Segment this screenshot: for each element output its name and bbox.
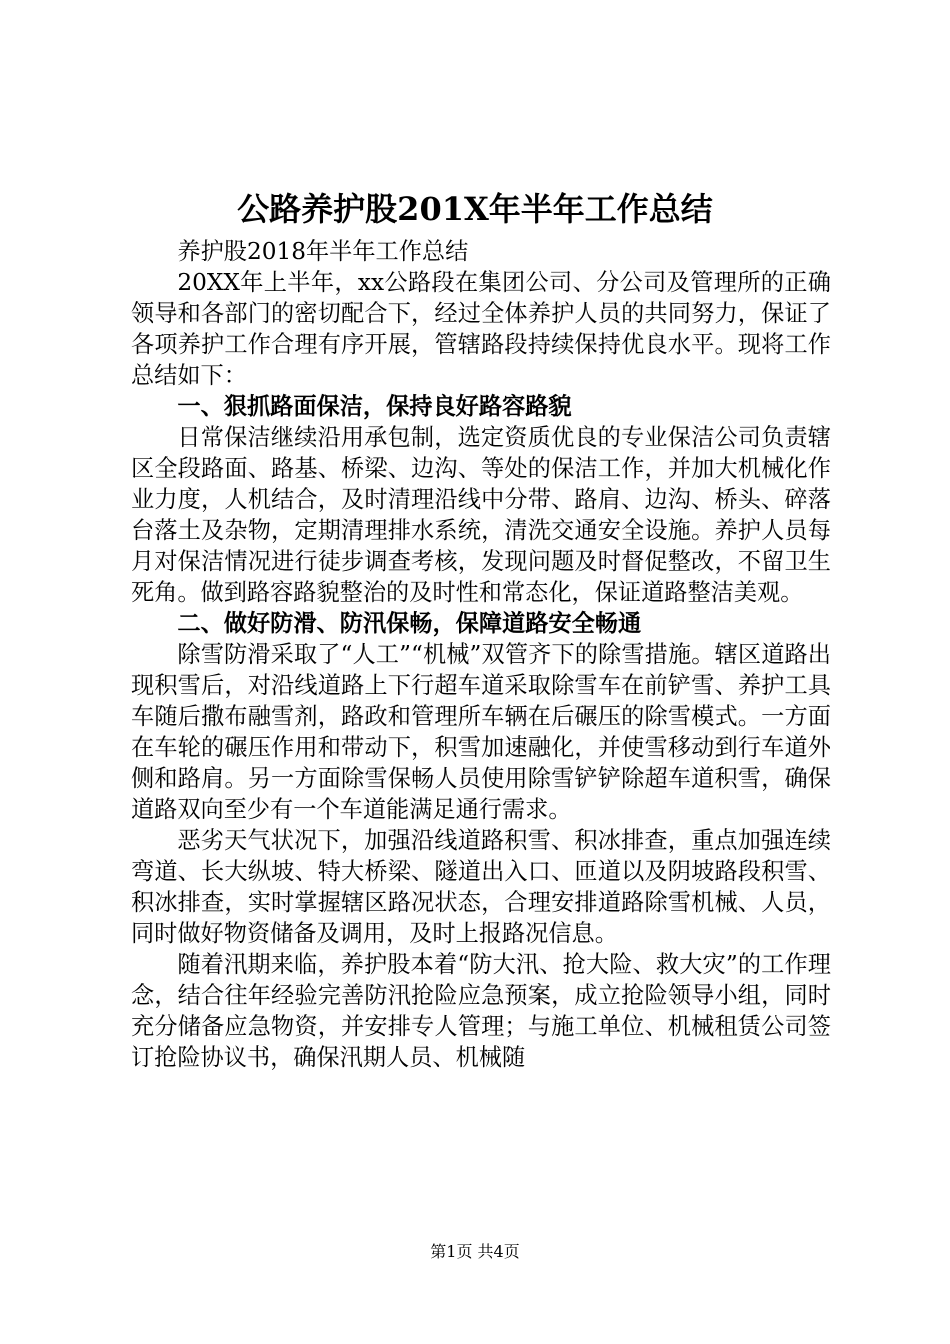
body-paragraph: 除雪防滑采取了“人工”“机械”双管齐下的除雪措施。辖区道路出现积雪后，对沿线道路上下行超车道采取除雪车在前铲雪、养护工具车随后撒布融雪剂，路政和管理所车辆在后碾压的除雪模式。一方面在车轮的碾压作用和带动下，积雪加速融化，并使雪移动到行车道外侧和路肩。另一方面除雪保畅人员使用除雪铲铲除超车道积雪，确保道路双向至少有一个车道能满足通行需求。 [131, 641, 831, 823]
document-body [131, 236, 831, 1073]
page-footer [0, 1240, 950, 1264]
page-title: 公路养护股201X年半年工作总结 [237, 190, 713, 228]
body-paragraph: 恶劣天气状况下，加强沿线道路积雪、积冰排查，重点加强连续弯道、长大纵坡、特大桥梁、隧道出入口、匝道以及阴坡路段积雪、积冰排查，实时掌握辖区路况状态，合理安排道路除雪机械、人员，同时做好物资储备及调用，及时上报路况信息。 [131, 827, 831, 947]
section-heading: 一、狠抓路面保洁，保持良好路容路貌 [177, 393, 572, 420]
body-paragraph: 随着汛期来临，养护股本着“防大汛、抢大险、救大灾”的工作理念，结合往年经验完善防汛抢险应急预案，成立抢险领导小组，同时充分储备应急物资，并安排专人管理；与施工单位、机械租赁公司签订抢险协议书，确保汛期人员、机械随 [131, 951, 831, 1071]
body-paragraph: 养护股2018年半年工作总结 [177, 238, 469, 265]
body-paragraph: 日常保洁继续沿用承包制，选定资质优良的专业保洁公司负责辖区全段路面、路基、桥梁、边沟、等处的保洁工作，并加大机械化作业力度，人机结合，及时清理沿线中分带、路肩、边沟、桥头、碎落台落土及杂物，定期清理排水系统，清洗交通安全设施。养护人员每月对保洁情况进行徒步调查考核，发现问题及时督促整改，不留卫生死角。做到路容路貌整治的及时性和常态化，保证道路整洁美观。 [131, 424, 831, 606]
page-number: 第1页 共4页 [430, 1242, 520, 1261]
section-heading: 二、做好防滑、防汛保畅，保障道路安全畅通 [177, 610, 642, 637]
body-paragraph: 20XX年上半年，xx公路段在集团公司、分公司及管理所的正确领导和各部门的密切配合下，经过全体养护人员的共同努力，保证了各项养护工作合理有序开展，管辖路段持续保持优良水平。现将工作总结如下： [131, 269, 831, 389]
